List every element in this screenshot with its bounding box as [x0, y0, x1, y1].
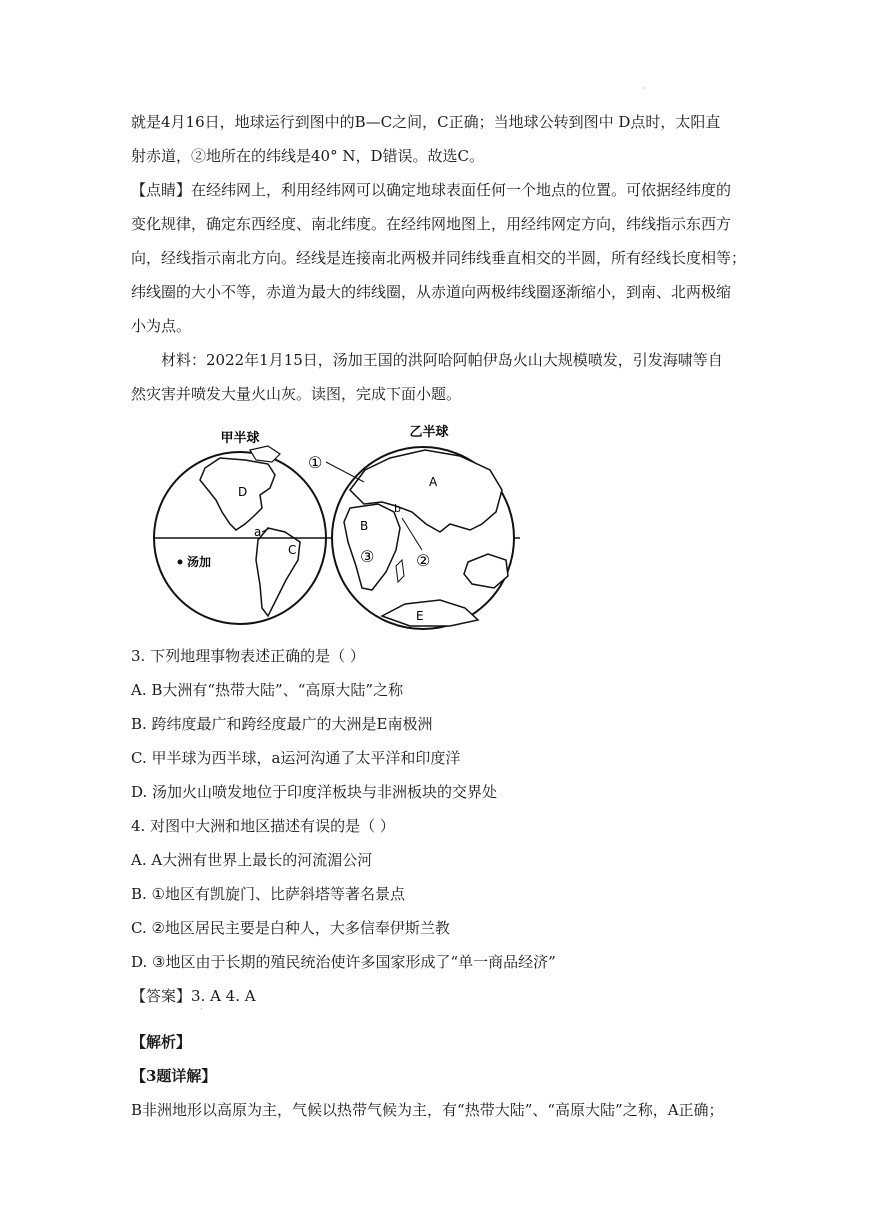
label-E: E [416, 609, 424, 623]
scan-speck: · [643, 84, 646, 93]
right-hemisphere-title: 乙半球 [409, 425, 449, 440]
label-b: b [394, 502, 401, 515]
note-line: 纬线圈的大小不等，赤道为最大的纬线圈，从赤道向两极纬线圈逐渐缩小，到南、北两极缩 [131, 283, 732, 301]
question-3-option-a: A. B大洲有“热带大陆”、“高原大陆”之称 [131, 681, 404, 699]
answer-line: 【答案】3. A 4. A [131, 987, 256, 1005]
question-3: 3. 下列地理事物表述正确的是（ ） [131, 647, 365, 665]
marker-3: ③ [360, 547, 375, 566]
question-4-option-d: D. ③地区由于长期的殖民统治使许多国家形成了“单一商品经济” [131, 953, 556, 971]
detail-line: B非洲地形以高原为主，气候以热带气候为主，有“热带大陆”、“高原大陆”之称，A正确； [131, 1101, 724, 1119]
question-3-option-c: C. 甲半球为西半球，a运河沟通了太平洋和印度洋 [131, 749, 461, 767]
marker-1: ① [308, 453, 323, 472]
material-line: 然灾害并喷发大量火山灰。读图，完成下面小题。 [131, 385, 462, 403]
question-4-option-b: B. ①地区有凯旋门、比萨斜塔等著名景点 [131, 885, 406, 903]
paragraph-line: 就是4月16日，地球运行到图中的B—C之间，C正确；当地球公转到图中 D点时，太阳直 [131, 113, 721, 131]
analysis-title: 【解析】 [131, 1033, 192, 1051]
paragraph-line: 射赤道，②地所在的纬线是40° N，D错误。故选C。 [131, 147, 484, 165]
left-hemisphere-title: 甲半球 [220, 431, 260, 446]
question-3-option-d: D. 汤加火山喷发地位于印度洋板块与非洲板块的交界处 [131, 783, 498, 801]
note-line: 变化规律，确定东西经度、南北纬度。在经纬网地图上，用经纬网定方向，纬线指示东西方 [131, 215, 732, 233]
note-line: 小为点。 [131, 317, 192, 335]
material-line: 材料：2022年1月15日，汤加王国的洪阿哈阿帕伊岛火山大规模喷发，引发海啸等自 [161, 351, 723, 369]
detail-title: 【3题详解】 [131, 1067, 217, 1085]
label-D: D [238, 485, 248, 499]
label-C: C [288, 543, 297, 557]
label-tonga: 汤加 [187, 555, 212, 569]
label-a: a [254, 525, 262, 539]
question-4: 4. 对图中大洲和地区描述有误的是（ ） [131, 817, 395, 835]
label-B: B [360, 519, 369, 533]
hemisphere-map [150, 420, 530, 635]
scan-speck: · [200, 1005, 203, 1014]
question-4-option-a: A. A大洲有世界上最长的河流湄公河 [131, 851, 373, 869]
note-line: 【点睛】在经纬网上，利用经纬网可以确定地球表面任何一个地点的位置。可依据经纬度的 [131, 181, 732, 199]
tonga-dot [178, 560, 183, 565]
label-A: A [429, 475, 438, 489]
question-3-option-b: B. 跨纬度最广和跨经度最广的大洲是E南极洲 [131, 715, 433, 733]
question-4-option-c: C. ②地区居民主要是白种人，大多信奉伊斯兰教 [131, 919, 450, 937]
marker-2: ② [416, 551, 431, 570]
marker-1-pointer [326, 462, 364, 482]
note-line: 向，经线指示南北方向。经线是连接南北两极并同纬线垂直相交的半圆，所有经线长度相等； [131, 249, 747, 267]
